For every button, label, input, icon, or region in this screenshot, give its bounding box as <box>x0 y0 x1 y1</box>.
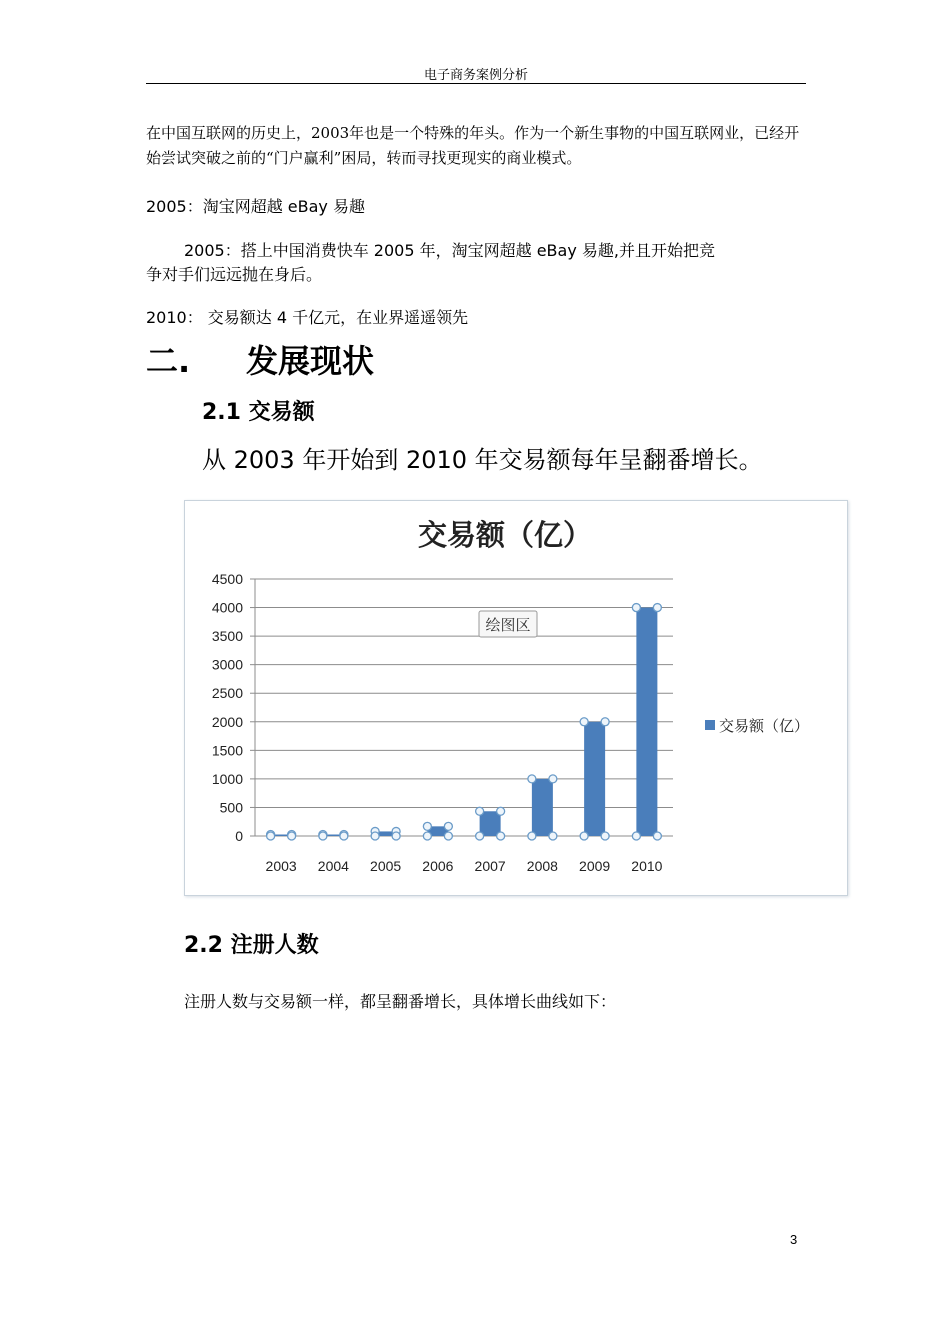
bar-selection-handle <box>476 807 484 815</box>
bar-2010[interactable] <box>636 608 657 836</box>
y-tick-label: 0 <box>235 828 243 844</box>
intro-paragraph: 在中国互联网的历史上，2003年也是一个特殊的年头。作为一个新生事物的中国互联网业，已经开始尝试突破之前的“门户赢利”困局，转而寻找更现实的商业模式。 <box>146 124 800 167</box>
bar-selection-handle <box>549 775 557 783</box>
chart-legend <box>705 718 809 735</box>
bar-2007[interactable] <box>480 811 501 836</box>
bar-selection-handle <box>371 832 379 840</box>
bar-selection-handle <box>444 822 452 830</box>
subsection-heading-volume: 2.1 交易额 <box>202 400 315 425</box>
bar-selection-handle <box>288 832 296 840</box>
volume-chart[interactable] <box>184 500 848 896</box>
section-number: 二. <box>146 342 191 380</box>
bar-selection-handle <box>497 807 505 815</box>
x-tick-label: 2008 <box>526 858 558 874</box>
subsection-heading-registrations: 2.2 注册人数 <box>184 933 319 958</box>
x-tick-label: 2009 <box>579 858 611 874</box>
y-tick-label: 4000 <box>211 599 243 616</box>
bar-selection-handle <box>580 718 588 726</box>
bar-2009[interactable] <box>584 722 605 836</box>
volume-description: 从 2003 年开始到 2010 年交易额每年呈翻番增长。 <box>202 446 763 474</box>
chart-svg <box>185 501 847 895</box>
legend-swatch <box>705 720 715 730</box>
bar-selection-handle <box>423 832 431 840</box>
header-divider <box>146 83 806 84</box>
bar-selection-handle <box>632 832 640 840</box>
x-tick-label: 2005 <box>370 858 402 874</box>
milestone-2005: 2005：淘宝网超越 eBay 易趣 <box>146 197 365 216</box>
bar-selection-handle <box>444 832 452 840</box>
legend-label: 交易额（亿） <box>719 718 810 735</box>
y-tick-label: 3500 <box>211 628 243 645</box>
bar-selection-handle <box>601 832 609 840</box>
bar-selection-handle <box>653 604 661 612</box>
bar-selection-handle <box>267 832 275 840</box>
y-tick-label: 1500 <box>211 742 243 759</box>
y-tick-label: 3000 <box>211 656 243 673</box>
bar-selection-handle <box>340 832 348 840</box>
milestone-2010: 2010： 交易额达 4 千亿元，在业界遥遥领先 <box>146 308 469 327</box>
bar-selection-handle <box>528 832 536 840</box>
x-tick-label: 2010 <box>631 858 663 874</box>
chart-tooltip <box>479 611 537 637</box>
y-tick-label: 500 <box>219 799 243 816</box>
x-tick-label: 2007 <box>474 858 506 874</box>
bar-selection-handle <box>423 822 431 830</box>
bar-selection-handle <box>601 718 609 726</box>
x-tick-label: 2004 <box>317 858 349 874</box>
bar-selection-handle <box>653 832 661 840</box>
bar-selection-handle <box>319 832 327 840</box>
x-tick-label: 2003 <box>265 858 297 874</box>
page-number: 3 <box>790 1232 798 1247</box>
section-title: 发展现状 <box>246 342 375 380</box>
y-tick-label: 2500 <box>211 685 243 702</box>
bar-selection-handle <box>497 832 505 840</box>
milestone-2005-detail-line1: 2005：搭上中国消费快车 2005 年，淘宝网超越 eBay 易趣,并且开始把竞 <box>184 241 715 260</box>
chart-tooltip-text: 绘图区 <box>485 617 531 634</box>
bar-selection-handle <box>632 604 640 612</box>
bar-selection-handle <box>549 832 557 840</box>
bar-selection-handle <box>528 775 536 783</box>
y-tick-label: 2000 <box>211 713 243 730</box>
bar-selection-handle <box>392 832 400 840</box>
y-tick-label: 4500 <box>211 571 243 587</box>
bar-selection-handle <box>476 832 484 840</box>
chart-title: 交易额（亿） <box>417 520 593 552</box>
page-header: 电子商务案例分析 <box>423 68 528 83</box>
bar-selection-handle <box>580 832 588 840</box>
y-tick-label: 1000 <box>211 770 243 787</box>
x-tick-label: 2006 <box>422 858 454 874</box>
registrations-description: 注册人数与交易额一样，都呈翻番增长，具体增长曲线如下： <box>184 992 617 1011</box>
milestone-2005-detail-line2: 争对手们远远抛在身后。 <box>146 265 323 284</box>
bar-2008[interactable] <box>532 779 553 836</box>
